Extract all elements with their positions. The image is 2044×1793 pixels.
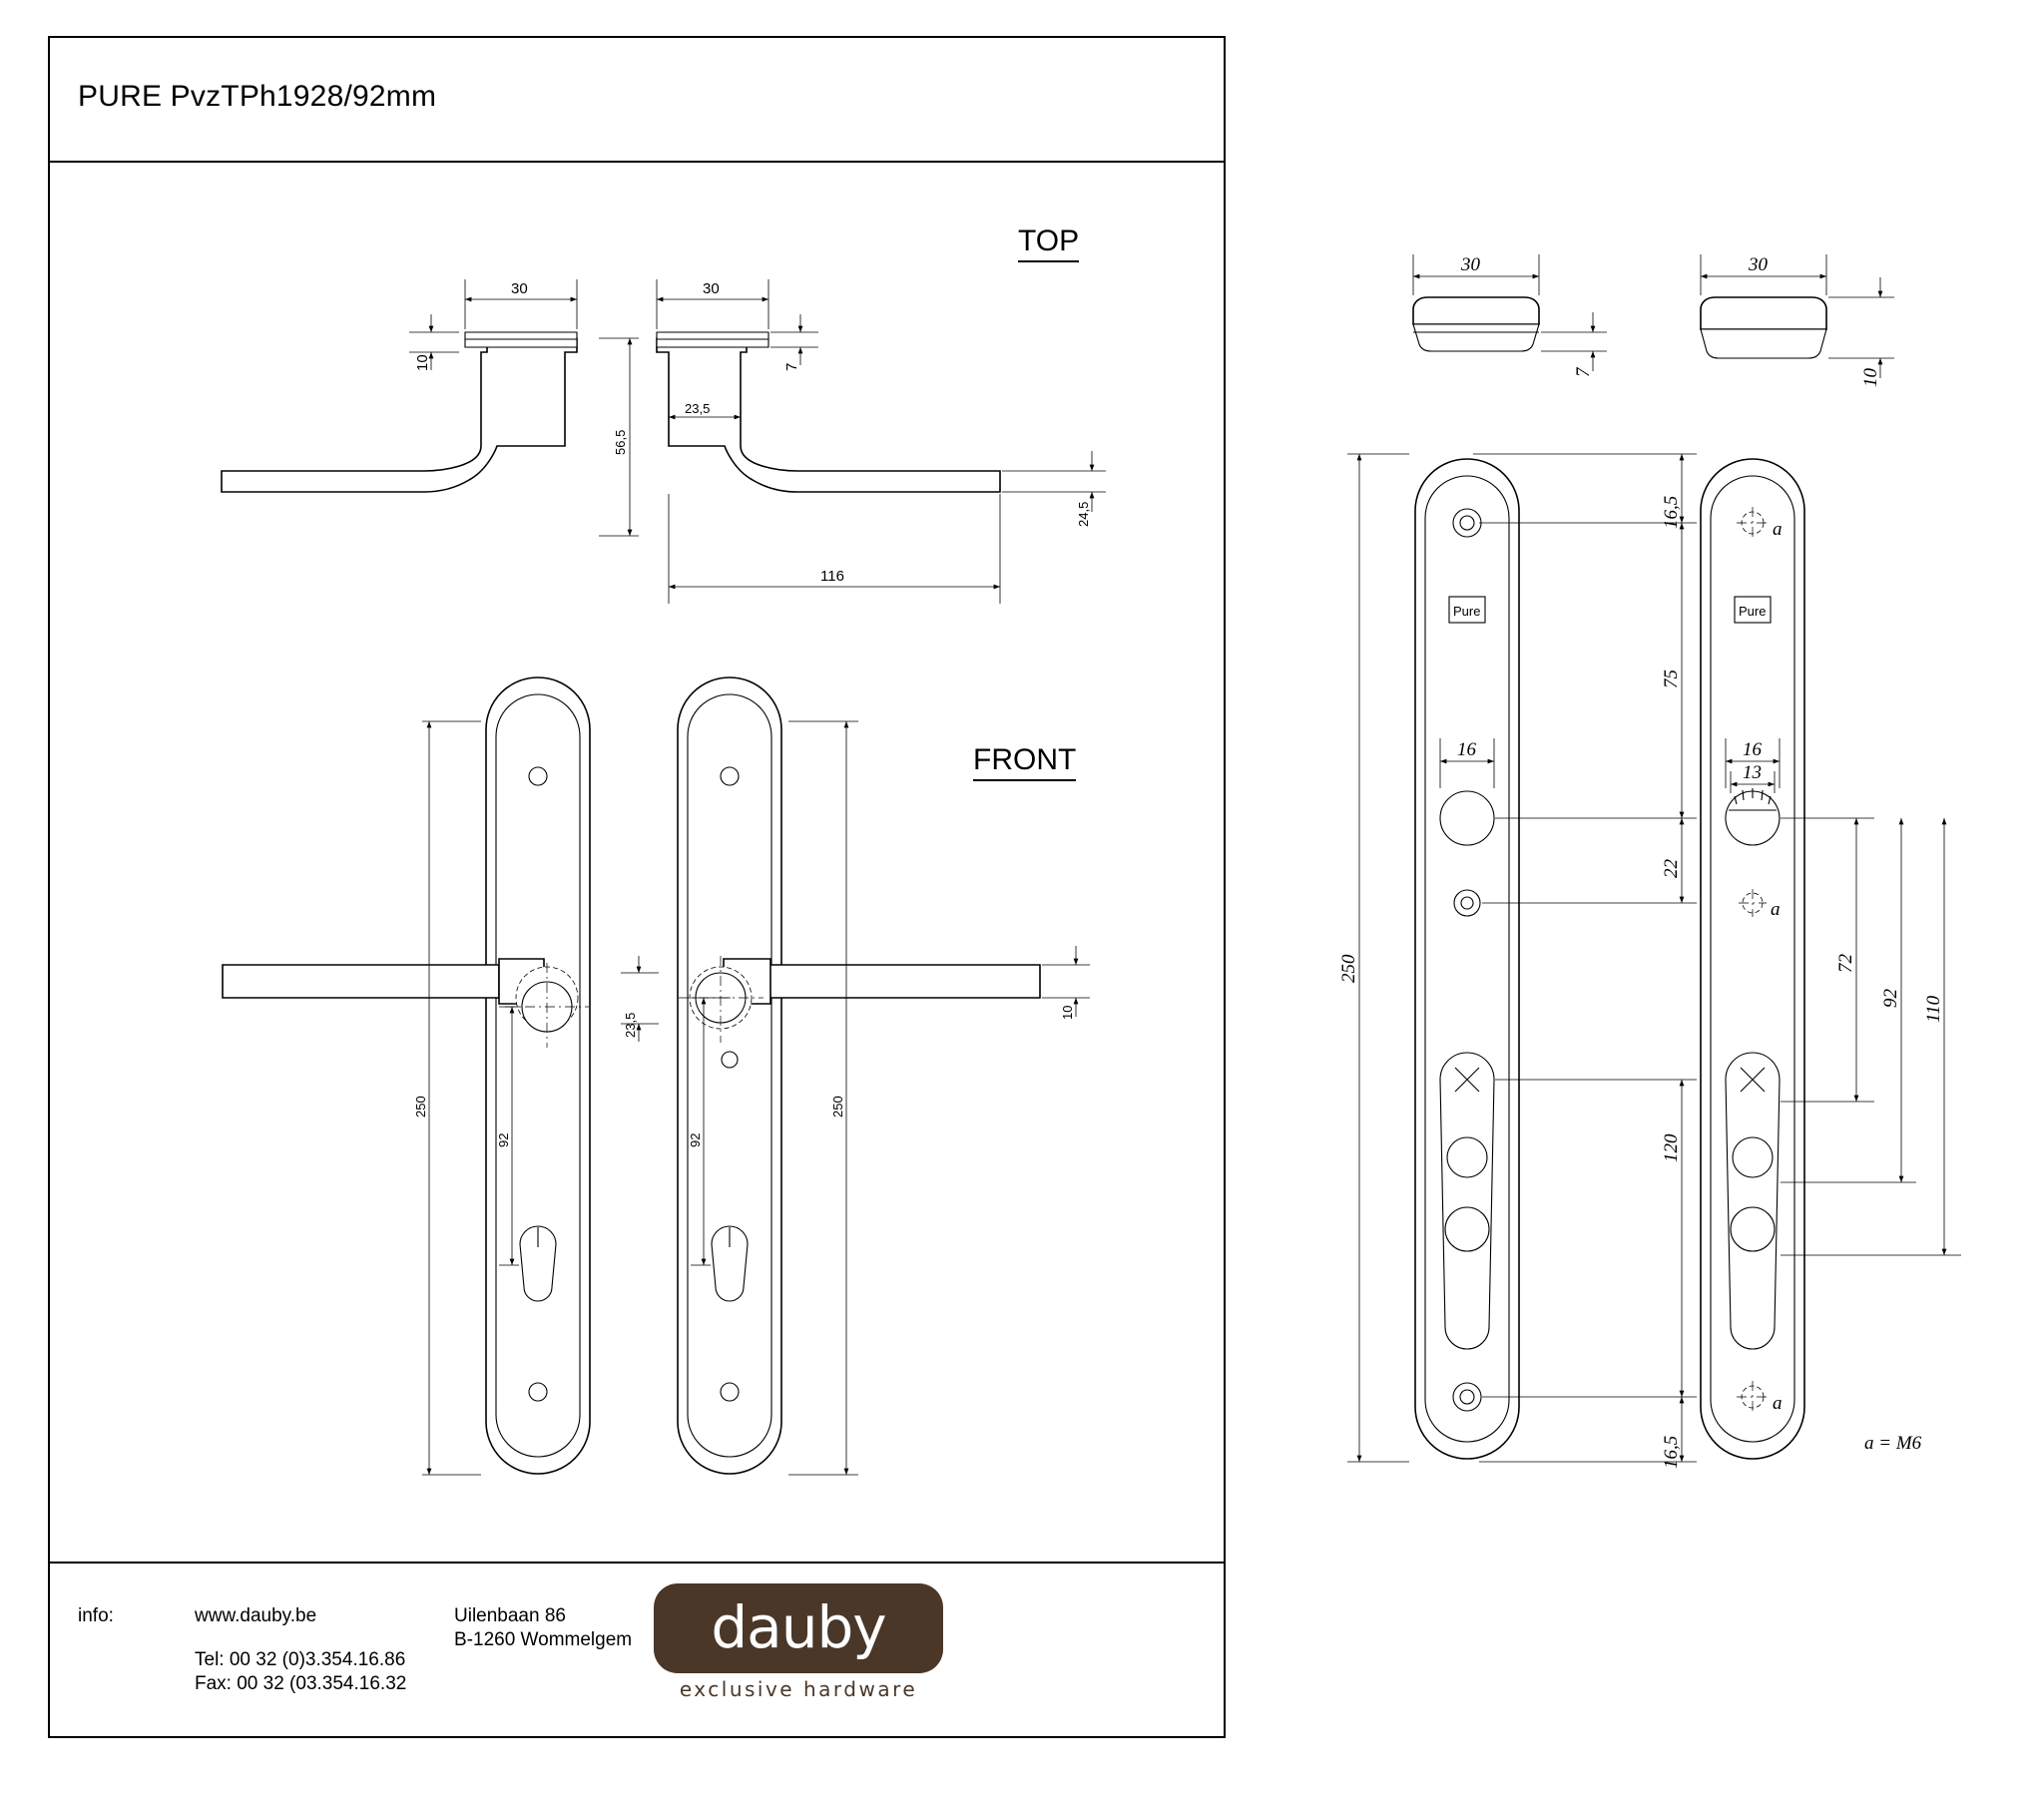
dim-label: 10: [1060, 1005, 1075, 1020]
dim-cap-right-height: [1828, 277, 1894, 387]
dim-top-left-boss-width: [465, 279, 577, 329]
view-label-top: TOP: [1018, 224, 1079, 262]
dim-label: 7: [1573, 367, 1594, 377]
dim-label: 72: [1835, 954, 1856, 973]
brand-stamp-label: Pure: [1453, 604, 1481, 619]
dim-detail-110: [1781, 818, 1961, 1255]
dim-top-lever-length: [669, 494, 1000, 604]
dim-detail-hole-to-spindle: [1495, 523, 1697, 818]
dim-front-lever-thickness: [1042, 946, 1090, 1020]
dim-label: 116: [820, 568, 844, 585]
dim-label: 110: [1923, 995, 1944, 1023]
dim-label: 10: [414, 354, 431, 371]
dim-label: 250: [1338, 954, 1359, 983]
dim-label: 56,5: [613, 429, 628, 455]
page-title: PURE PvzTPh1928/92mm: [78, 80, 437, 113]
dim-label: 92: [688, 1132, 703, 1147]
footer-website: www.dauby.be: [195, 1605, 317, 1626]
dim-label: 250: [413, 1096, 428, 1118]
dim-label: a: [1773, 519, 1783, 540]
dim-top-right-boss-height: [770, 314, 818, 371]
dim-detail-total-length: [1338, 454, 1409, 1462]
dim-label: 250: [830, 1096, 845, 1118]
dim-label: 30: [703, 280, 720, 297]
footer-info-label: info:: [78, 1605, 114, 1626]
dim-label: 30: [1749, 254, 1768, 275]
dim-label: 22: [1661, 859, 1682, 878]
dim-label: 30: [511, 280, 528, 297]
front-view-left-plate: [223, 677, 590, 1474]
dim-label: 92: [496, 1132, 511, 1147]
dim-label: 30: [1461, 254, 1480, 275]
logo-wordmark: dauby: [711, 1593, 886, 1661]
dim-top-left-boss-height: [409, 314, 459, 371]
dim-top-lever-thickness: [1002, 451, 1106, 527]
top-view-left-lever: [222, 332, 577, 492]
dim-cap-left-height: [1541, 312, 1607, 377]
dim-cap-right-width: [1701, 254, 1826, 295]
dim-label: 16,5: [1661, 495, 1682, 529]
dim-label: a: [1773, 1393, 1783, 1414]
brand-stamp-label: Pure: [1739, 604, 1767, 619]
dim-label: 7: [783, 362, 800, 371]
footer-fax: Fax: 00 32 (03.354.16.32: [195, 1673, 407, 1694]
dim-label: 75: [1661, 670, 1682, 688]
footer-telephone: Tel: 00 32 (0)3.354.16.86: [195, 1649, 406, 1670]
dim-front-left-plate-length: [413, 721, 481, 1475]
dim-label: 10: [1860, 368, 1881, 387]
dim-cap-left-width: [1413, 254, 1539, 295]
dim-label: 120: [1661, 1133, 1682, 1162]
section-cap-left: [1413, 297, 1539, 351]
dim-label: 13: [1743, 762, 1762, 783]
footer-address-line1: Uilenbaan 86: [454, 1605, 566, 1626]
dim-label: 92: [1880, 989, 1901, 1008]
dim-label: 23,5: [623, 1012, 638, 1038]
dim-label: 23,5: [685, 401, 711, 416]
footer-address-line2: B-1260 Wommelgem: [454, 1629, 633, 1650]
dim-top-right-boss-width: [657, 279, 768, 329]
logo-tagline: exclusive hardware: [679, 1677, 918, 1701]
detail-plate-left: [1415, 459, 1519, 1459]
dim-top-lever-height: [599, 338, 639, 536]
front-view-right-plate: [678, 677, 1040, 1474]
dim-label: 16,5: [1661, 1435, 1682, 1469]
dim-detail-spindle-to-lower: [1495, 1080, 1697, 1397]
dim-front-rose-dia: [621, 956, 659, 1042]
dim-label: a: [1771, 899, 1781, 920]
dim-label: 16: [1457, 739, 1476, 760]
dim-label: 24,5: [1076, 501, 1091, 527]
section-cap-right: [1701, 297, 1826, 358]
dim-label: 16: [1743, 739, 1762, 760]
dim-front-right-plate-length: [788, 721, 858, 1475]
thread-note: a = M6: [1864, 1433, 1922, 1454]
detail-plate-right: [1701, 459, 1804, 1459]
view-label-front: FRONT: [973, 743, 1076, 781]
